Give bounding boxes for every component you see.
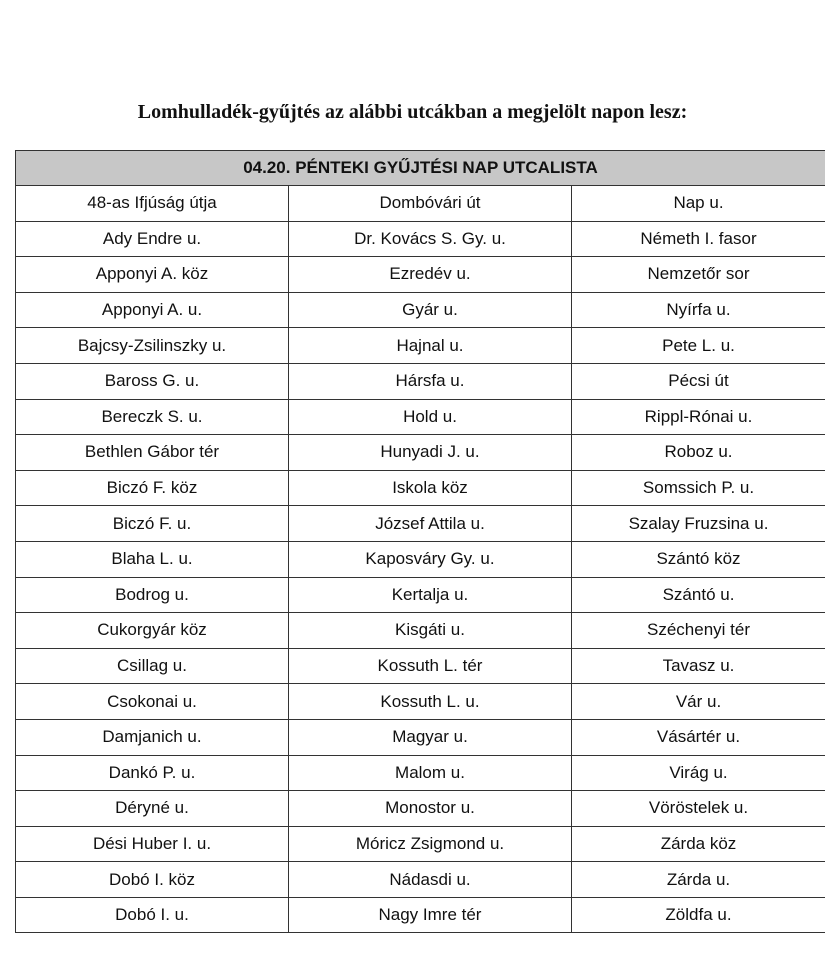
table-row <box>16 257 825 293</box>
street-cell: Nyírfa u. <box>572 292 825 328</box>
street-cell: Dési Huber I. u. <box>16 826 289 862</box>
street-cell: Tavasz u. <box>572 648 825 684</box>
street-cell: Nagy Imre tér <box>289 897 572 933</box>
street-cell: Apponyi A. köz <box>16 257 289 293</box>
table-body <box>16 186 825 933</box>
street-cell: Pécsi út <box>572 363 825 399</box>
table-row <box>16 826 825 862</box>
table-row <box>16 292 825 328</box>
table-row <box>16 470 825 506</box>
street-cell: Bethlen Gábor tér <box>16 435 289 471</box>
street-cell: Szántó köz <box>572 541 825 577</box>
street-cell: Szántó u. <box>572 577 825 613</box>
table-header-row <box>16 151 825 186</box>
table-row <box>16 613 825 649</box>
street-cell: Csillag u. <box>16 648 289 684</box>
street-cell: Zárda u. <box>572 862 825 898</box>
street-cell: Damjanich u. <box>16 719 289 755</box>
street-cell: Nádasdi u. <box>289 862 572 898</box>
table-row <box>16 399 825 435</box>
street-cell: Biczó F. u. <box>16 506 289 542</box>
table-row <box>16 684 825 720</box>
street-list-table <box>15 150 825 933</box>
table-row <box>16 328 825 364</box>
street-cell: Pete L. u. <box>572 328 825 364</box>
table-row <box>16 577 825 613</box>
street-cell: Vöröstelek u. <box>572 791 825 827</box>
table-row <box>16 186 825 222</box>
street-cell: Vár u. <box>572 684 825 720</box>
street-cell: Dr. Kovács S. Gy. u. <box>289 221 572 257</box>
table-row <box>16 897 825 933</box>
street-cell: Dankó P. u. <box>16 755 289 791</box>
street-cell: Kossuth L. u. <box>289 684 572 720</box>
street-cell: Rippl-Rónai u. <box>572 399 825 435</box>
street-cell: Zárda köz <box>572 826 825 862</box>
street-cell: Ady Endre u. <box>16 221 289 257</box>
table-row <box>16 755 825 791</box>
street-cell: Hunyadi J. u. <box>289 435 572 471</box>
street-cell: Blaha L. u. <box>16 541 289 577</box>
street-cell: Csokonai u. <box>16 684 289 720</box>
street-cell: Dobó I. u. <box>16 897 289 933</box>
table-row <box>16 221 825 257</box>
street-cell: Hársfa u. <box>289 363 572 399</box>
table-row <box>16 648 825 684</box>
street-cell: Monostor u. <box>289 791 572 827</box>
page-heading: Lomhulladék-gyűjtés az alábbi utcákban a megjelölt napon lesz: <box>137 101 688 123</box>
table-row <box>16 506 825 542</box>
street-cell: Apponyi A. u. <box>16 292 289 328</box>
street-cell: Németh I. fasor <box>572 221 825 257</box>
street-cell: Móricz Zsigmond u. <box>289 826 572 862</box>
street-cell: Széchenyi tér <box>572 613 825 649</box>
street-cell: Szalay Fruzsina u. <box>572 506 825 542</box>
street-cell: Kaposváry Gy. u. <box>289 541 572 577</box>
street-cell: Malom u. <box>289 755 572 791</box>
table-row <box>16 862 825 898</box>
street-cell: Bodrog u. <box>16 577 289 613</box>
street-cell: Virág u. <box>572 755 825 791</box>
street-cell: Magyar u. <box>289 719 572 755</box>
table-row <box>16 541 825 577</box>
street-cell: Kossuth L. tér <box>289 648 572 684</box>
street-cell: Vásártér u. <box>572 719 825 755</box>
street-cell: Cukorgyár köz <box>16 613 289 649</box>
street-cell: Somssich P. u. <box>572 470 825 506</box>
table-title: 04.20. PÉNTEKI GYŰJTÉSI NAP UTCALISTA <box>16 151 825 186</box>
table-row <box>16 363 825 399</box>
street-cell: Déryné u. <box>16 791 289 827</box>
street-cell: Baross G. u. <box>16 363 289 399</box>
street-cell: Dombóvári út <box>289 186 572 222</box>
street-cell: Zöldfa u. <box>572 897 825 933</box>
street-cell: Kisgáti u. <box>289 613 572 649</box>
street-cell: Roboz u. <box>572 435 825 471</box>
street-cell: Ezredév u. <box>289 257 572 293</box>
street-cell: Biczó F. köz <box>16 470 289 506</box>
street-cell: Bereczk S. u. <box>16 399 289 435</box>
street-cell: József Attila u. <box>289 506 572 542</box>
street-cell: 48-as Ifjúság útja <box>16 186 289 222</box>
street-cell: Bajcsy-Zsilinszky u. <box>16 328 289 364</box>
table-row <box>16 791 825 827</box>
street-cell: Nemzetőr sor <box>572 257 825 293</box>
table-row <box>16 435 825 471</box>
street-cell: Iskola köz <box>289 470 572 506</box>
table-row <box>16 719 825 755</box>
street-cell: Gyár u. <box>289 292 572 328</box>
street-cell: Hajnal u. <box>289 328 572 364</box>
street-cell: Kertalja u. <box>289 577 572 613</box>
street-cell: Nap u. <box>572 186 825 222</box>
street-cell: Hold u. <box>289 399 572 435</box>
street-cell: Dobó I. köz <box>16 862 289 898</box>
